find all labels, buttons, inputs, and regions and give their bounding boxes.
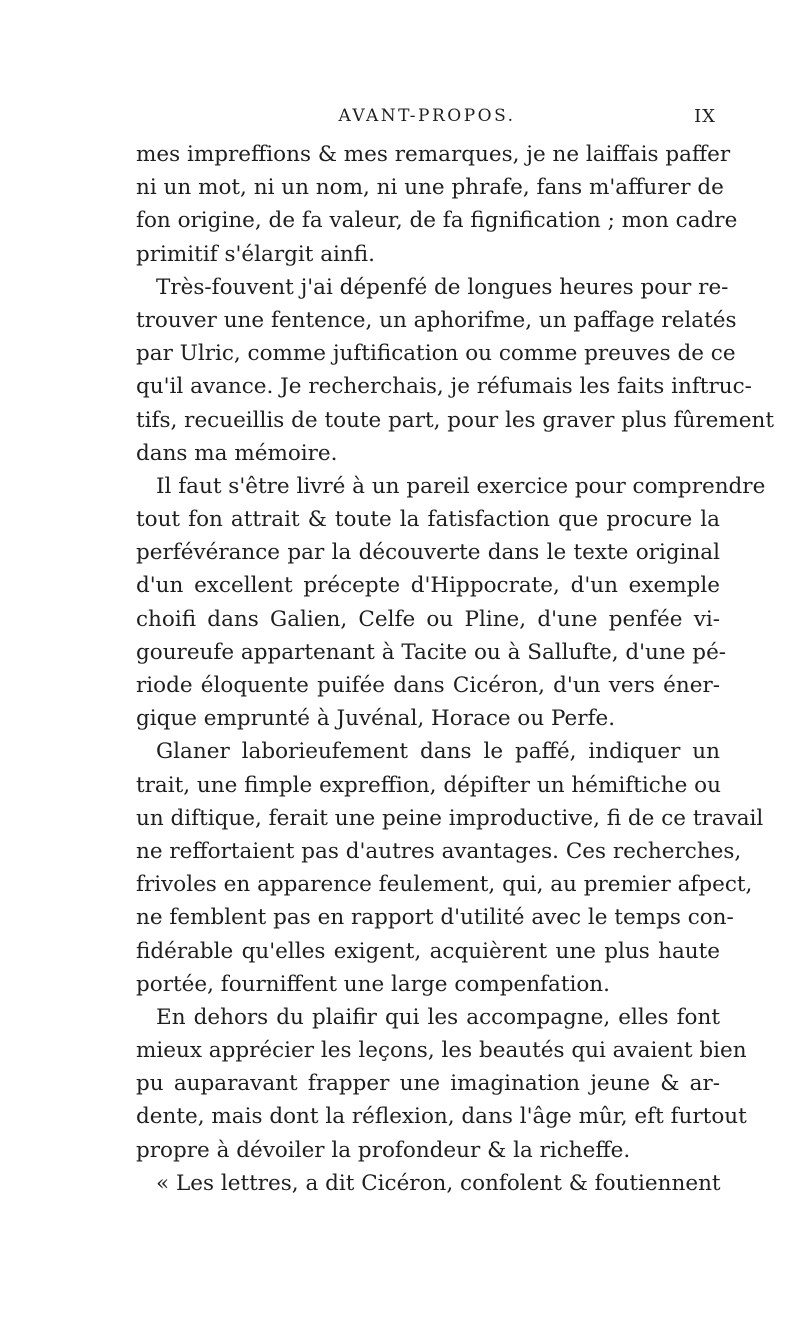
text-line: qu'il avance. Je recherchais, je réfumais les faits inftruc- [136,374,752,400]
text-line: trait, une fimple expreffion, dépifter un hémiftiche ou [136,772,721,798]
text-line: portée, fourniffent une large compenfation. [136,971,610,997]
text-line: perfévérance par la découverte dans le texte original [136,540,720,566]
text-line: tout fon attrait & toute la fatisfaction que procure la [136,507,720,533]
body-text [136,138,775,1200]
text-line: propre à dévoiler la profondeur & la richeffe. [136,1137,631,1163]
text-line: fon origine, de fa valeur, de fa fignification ; mon cadre [136,208,738,234]
text-line: gique emprunté à Juvénal, Horace ou Perfe. [136,706,616,732]
text-line: En dehors du plaifir qui les accompagne, elles font [156,1004,720,1030]
text-line: trouver une fentence, un aphorifme, un paffage relatés [136,307,737,333]
text-line: dans ma mémoire. [136,440,338,466]
text-line: ni un mot, ni un nom, ni une phrafe, fans m'affurer de [136,175,724,201]
text-line: choifi dans Galien, Celfe ou Pline, d'une penfée vi- [136,606,720,632]
text-line: mieux apprécier les leçons, les beautés qui avaient bien [136,1038,747,1064]
text-line: ne reffortaient pas d'autres avantages. Ces recherches, [136,838,742,864]
text-line: d'un excellent précepte d'Hippocrate, d'un exemple [136,573,720,599]
text-line: un diftique, ferait une peine improductive, fi de ce travail [136,805,764,831]
text-line: goureufe appartenant à Tacite ou à Sallufte, d'une pé- [136,639,727,665]
text-line: ne femblent pas en rapport d'utilité avec le temps con- [136,905,734,931]
text-line: frivoles en apparence feulement, qui, au premier afpect, [136,872,753,898]
text-line: tifs, recueillis de toute part, pour les graver plus fûrement [136,407,775,433]
text-line: primitif s'élargit ainfi. [136,241,375,267]
text-line: Glaner laborieufement dans le paffé, indiquer un [156,739,720,765]
text-line: fidérable qu'elles exigent, acquièrent une plus haute [136,938,720,964]
text-line: Il faut s'être livré à un pareil exercice pour comprendre [156,473,766,499]
text-line: pu auparavant frapper une imagination jeune & ar- [136,1071,720,1097]
text-line: dente, mais dont la réflexion, dans l'âge mûr, eft furtout [136,1104,747,1130]
page-number: IX [694,106,716,127]
text-line: « Les lettres, a dit Cicéron, confolent & foutiennent [156,1170,721,1196]
text-line: Très-fouvent j'ai dépenfé de longues heures pour re- [156,274,729,300]
text-line: riode éloquente puifée dans Cicéron, d'un vers éner- [136,673,720,698]
running-title: AVANT-PROPOS. [338,106,516,126]
text-line: mes impreffions & mes remarques, je ne laiffais paffer [136,142,731,167]
running-head [138,104,716,134]
text-line: par Ulric, comme juftification ou comme preuves de ce [136,341,736,367]
